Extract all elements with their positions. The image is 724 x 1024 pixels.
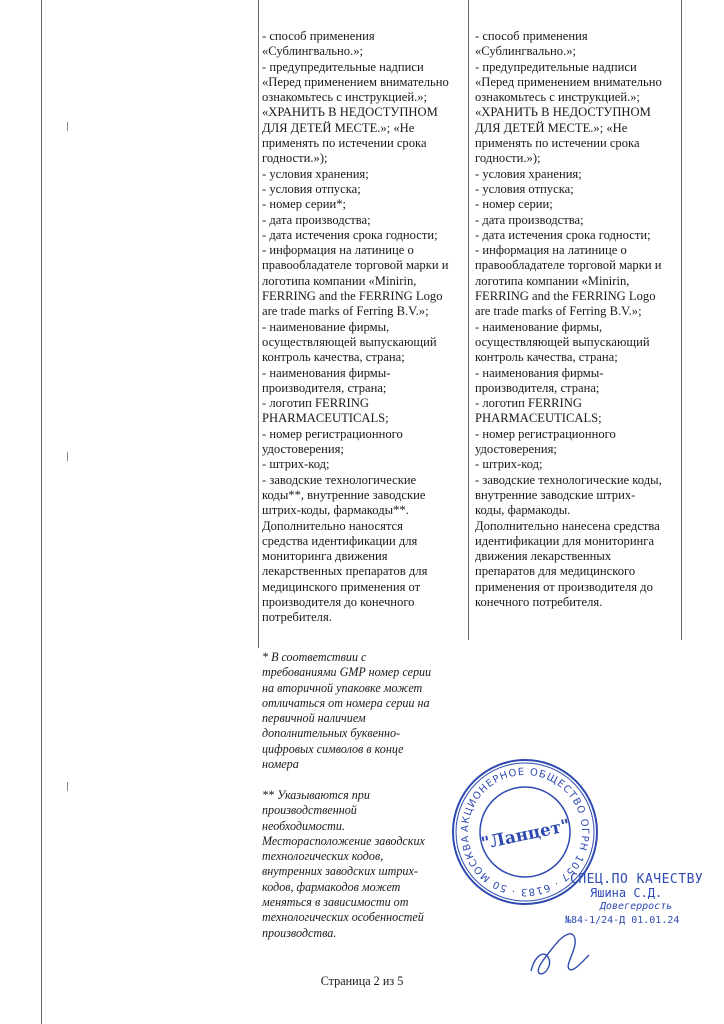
left-column-line: - штрих-код; [262, 457, 330, 472]
right-column-text [475, 29, 662, 610]
left-column-line: применять по истечении срока [262, 136, 427, 151]
footnote-2-line: Месторасположение заводских [262, 833, 425, 848]
right-column-line: «Перед применением внимательно [475, 74, 662, 89]
left-column-line: медицинского применения от [262, 579, 421, 594]
right-column-line: - заводские технологические коды, [475, 472, 662, 487]
right-column-line: конечного потребителя. [475, 594, 603, 609]
left-column-line: логотипа компании «Minirin, [262, 273, 417, 288]
right-column-line: производителя, страна; [475, 380, 600, 395]
left-column-line: ознакомьтесь с инструкцией.»; [262, 90, 428, 105]
footnote-1-line: * В соответствии с [262, 650, 367, 664]
left-column-line: - условия хранения; [262, 166, 369, 181]
right-column-line: - дата истечения срока годности; [475, 227, 651, 242]
footnote-1-line: на вторичной упаковке может [262, 680, 423, 695]
left-column-text [262, 29, 449, 626]
left-column-line: PHARMACEUTICALS; [262, 411, 389, 426]
page-number: Страница 2 из 5 [320, 974, 404, 988]
footnote-2-line: технологических особенностей [262, 910, 424, 925]
right-column-line: внутренние заводские штрих- [475, 487, 636, 502]
left-column-line: - способ применения [262, 29, 375, 43]
left-column-line: штрих-коды, фармакоды**. [262, 503, 409, 518]
footnote-2-line: кодов, фармакодов может [262, 879, 401, 894]
left-column-line: - номер регистрационного [262, 426, 403, 441]
right-column-line: PHARMACEUTICALS; [475, 411, 602, 426]
left-column-line: годности.»); [262, 151, 328, 166]
left-column-line: - заводские технологические [262, 472, 417, 487]
right-column-line: «Сублингвально.»; [475, 44, 577, 59]
left-column-line: - информация на латинице о [262, 243, 414, 258]
footnote-2-line: производства. [262, 925, 337, 940]
footnote-1-line: отличаться от номера серии на [262, 695, 430, 710]
left-column-line: «ХРАНИТЬ В НЕДОСТУПНОМ [262, 105, 438, 120]
left-column-line: мониторинга движения [262, 549, 388, 564]
right-column-line: движения лекарственных [475, 549, 612, 564]
vertical-rule-middle [258, 0, 259, 648]
right-column-line: - предупредительные надписи [475, 59, 637, 74]
footnote-2-line: ** Указываются при [262, 788, 370, 802]
footnote-1-line: дополнительных буквенно- [262, 726, 401, 741]
footnote-1-line: цифровых символов в конце [262, 741, 404, 756]
margin-mark [67, 782, 68, 791]
left-column-line: are trade marks of Ferring B.V.»; [262, 304, 429, 319]
right-column-line: контроль качества, страна; [475, 350, 618, 365]
right-column-line: FERRING and the FERRING Logo [475, 289, 656, 304]
left-column-line: производителя, страна; [262, 380, 387, 395]
cert-stamp-line2: Яшина С.Д. [590, 886, 663, 900]
left-column-line: - наименования фирмы- [262, 365, 391, 380]
right-column-line: ознакомьтесь с инструкцией.»; [475, 90, 641, 105]
company-seal [445, 752, 605, 912]
cert-stamp-line4: №84-1/24-Д 01.01.24 [565, 915, 680, 926]
left-column-line: - предупредительные надписи [262, 59, 424, 74]
right-column-line: применения от производителя до [475, 579, 653, 594]
seal-center-text: "Ланцет" [479, 815, 572, 855]
footnote-factory-codes [262, 788, 425, 941]
left-column-line: осуществляющей выпускающий [262, 334, 437, 349]
right-column-line: - информация на латинице о [475, 243, 627, 258]
right-column-line: Дополнительно нанесена средства [475, 518, 660, 533]
left-column-line: правообладателе торговой марки и [262, 258, 449, 273]
left-column-line: «Сублингвально.»; [262, 44, 364, 59]
right-column-line: - дата производства; [475, 212, 584, 227]
left-column-line: - дата истечения срока годности; [262, 227, 438, 242]
right-column-line: - номер регистрационного [475, 426, 616, 441]
left-column-line: удостоверения; [262, 442, 344, 457]
left-column-line: коды**, внутренние заводские [262, 487, 426, 502]
cert-stamp-line3: Довегеррость [600, 901, 673, 912]
left-column-line: потребителя. [262, 610, 332, 625]
right-column-line: - номер серии; [475, 197, 553, 212]
right-column-line: применять по истечении срока [475, 136, 640, 151]
cert-stamp-line1: СПЕЦ.ПО КАЧЕСТВУ [570, 872, 704, 887]
right-column-line: ДЛЯ ДЕТЕЙ МЕСТЕ.»; «Не [475, 120, 628, 135]
left-column-line: производителя до конечного [262, 594, 415, 609]
left-column-line: «Перед применением внимательно [262, 74, 449, 89]
footnote-1-line: первичной наличием [262, 711, 366, 726]
right-column-line: - логотип FERRING [475, 396, 582, 411]
right-column-line: - способ применения [475, 29, 588, 43]
right-column-line: правообладателе торговой марки и [475, 258, 662, 273]
footnote-2-line: технологических кодов, [262, 849, 384, 864]
right-column-line: «ХРАНИТЬ В НЕДОСТУПНОМ [475, 105, 651, 120]
right-column-line: идентификации для мониторинга [475, 533, 655, 548]
right-column-line: удостоверения; [475, 442, 557, 457]
footnote-2-line: производственной [262, 803, 357, 818]
right-column-line: логотипа компании «Minirin, [475, 273, 630, 288]
footnote-2-line: необходимости. [262, 818, 345, 833]
footnote-1-line: номера [262, 757, 299, 772]
margin-mark [67, 452, 68, 461]
right-column-line: - условия хранения; [475, 166, 582, 181]
left-column-line: ДЛЯ ДЕТЕЙ МЕСТЕ.»; «Не [262, 120, 415, 135]
vertical-rule-right [681, 0, 682, 640]
left-column-line: - условия отпуска; [262, 181, 361, 196]
left-column-line: контроль качества, страна; [262, 350, 405, 365]
seal-ring-text: АКЦИОНЕРНОЕ ОБЩЕСТВО ОГРН 1057 · 6183 · 50 МОСКВА [459, 766, 591, 898]
left-column-line: средства идентификации для [262, 533, 418, 548]
right-column-line: - наименование фирмы, [475, 319, 603, 334]
left-column-line: - номер серии*; [262, 197, 347, 212]
footnote-2-line: меняться в зависимости от [262, 895, 409, 910]
vertical-rule-left [41, 0, 42, 1024]
left-column-line: Дополнительно наносятся [262, 518, 403, 533]
right-column-line: - условия отпуска; [475, 181, 574, 196]
right-column-line: - штрих-код; [475, 457, 543, 472]
footnote-gmp-series [262, 650, 431, 772]
right-column-line: годности.»); [475, 151, 541, 166]
right-column-line: осуществляющей выпускающий [475, 334, 650, 349]
footnote-1-line: требованиями GMP номер серии [262, 665, 432, 680]
left-column-line: - логотип FERRING [262, 396, 369, 411]
left-column-line: - дата производства; [262, 212, 371, 227]
footnote-2-line: внутренних заводских штрих- [262, 864, 418, 879]
vertical-rule-center [468, 0, 469, 640]
right-column-line: коды, фармакоды. [475, 503, 571, 518]
left-column-line: - наименование фирмы, [262, 319, 390, 334]
right-column-line: are trade marks of Ferring B.V.»; [475, 304, 642, 319]
right-column-line: - наименования фирмы- [475, 365, 604, 380]
left-column-line: FERRING and the FERRING Logo [262, 289, 443, 304]
margin-mark [67, 122, 68, 131]
right-column-line: препаратов для медицинского [475, 564, 636, 579]
left-column-line: лекарственных препаратов для [262, 564, 428, 579]
